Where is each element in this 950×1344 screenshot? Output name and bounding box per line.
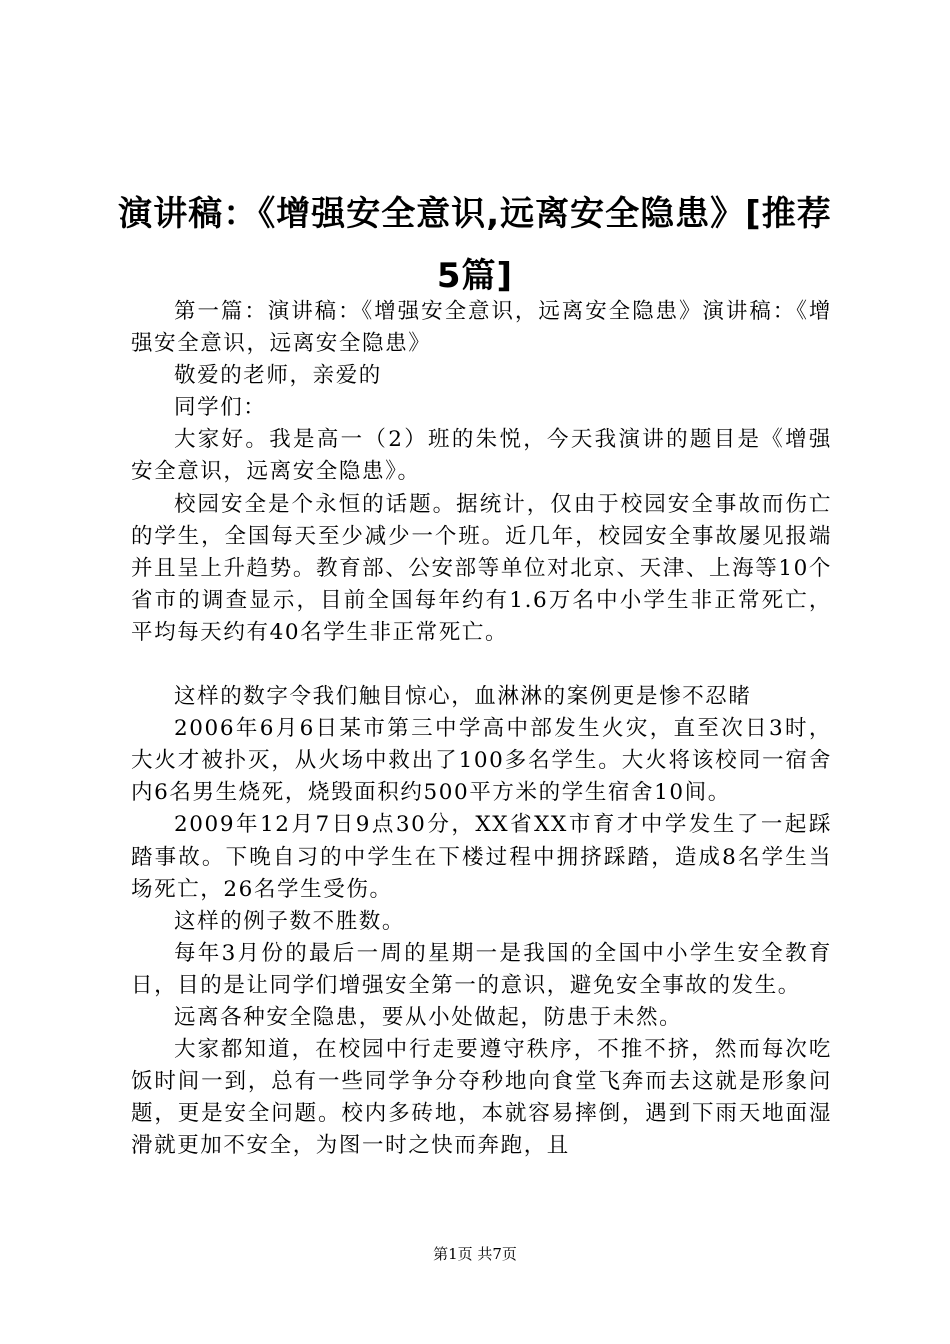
paragraph: 这样的例子数不胜数。 — [174, 908, 406, 934]
paragraph: 大家都知道，在校园中行走要遵守秩序，不推不挤，然而每次吃饭时间一到，总有一些同学争分夺秒地向食堂飞奔而去这就是形象问题，更是安全问题。校内多砖地，本就容易摔倒，遇到下雨天地面湿滑就更加不安全，为图一时之快而奔跑，且 — [131, 1037, 832, 1159]
paragraph: 2006年6月6日某市第三中学高中部发生火灾，直至次日3时，大火才被扑灭，从火场中救出了100多名学生。大火将该校同一宿舍内6名男生烧死，烧毁面积约500平方米的学生宿舍10间。 — [131, 716, 832, 806]
blank-line — [131, 649, 832, 681]
paragraph: 同学们： — [174, 395, 267, 421]
paragraph: 这样的数字令我们触目惊心，血淋淋的案例更是惨不忍睹 — [174, 684, 752, 710]
paragraph: 2009年12月7日9点30分，XX省XX市育才中学发生了一起踩踏事故。下晚自习的中学生在下楼过程中拥挤踩踏，造成8名学生当场死亡，26名学生受伤。 — [131, 812, 832, 902]
paragraph: 每年3月份的最后一周的星期一是我国的全国中小学生安全教育日，目的是让同学们增强安全第一的意识，避免安全事故的发生。 — [131, 940, 832, 998]
paragraph: 远离各种安全隐患，要从小处做起，防患于未然。 — [174, 1004, 683, 1030]
paragraph: 大家好。我是高一（2）班的朱悦，今天我演讲的题目是《增强安全意识，远离安全隐患》。 — [131, 427, 832, 485]
page-footer: 第1页 共7页 — [433, 1245, 517, 1263]
paragraph: 校园安全是个永恒的话题。据统计，仅由于校园安全事故而伤亡的学生，全国每天至少减少一个班。近几年，校园安全事故屡见报端并且呈上升趋势。教育部、公安部等单位对北京、天津、上海等10个省市的调查显示，目前全国每年约有1.6万名中小学生非正常死亡，平均每天约有40名学生非正常死亡。 — [131, 491, 832, 645]
document-title: 演讲稿：《增强安全意识,远离安全隐患》[推荐5篇] — [118, 194, 832, 296]
paragraph: 第一篇：演讲稿：《增强安全意识，远离安全隐患》演讲稿：《增强安全意识，远离安全隐患》 — [131, 299, 832, 357]
paragraph: 敬爱的老师，亲爱的 — [174, 363, 382, 389]
document-body — [131, 296, 832, 1162]
